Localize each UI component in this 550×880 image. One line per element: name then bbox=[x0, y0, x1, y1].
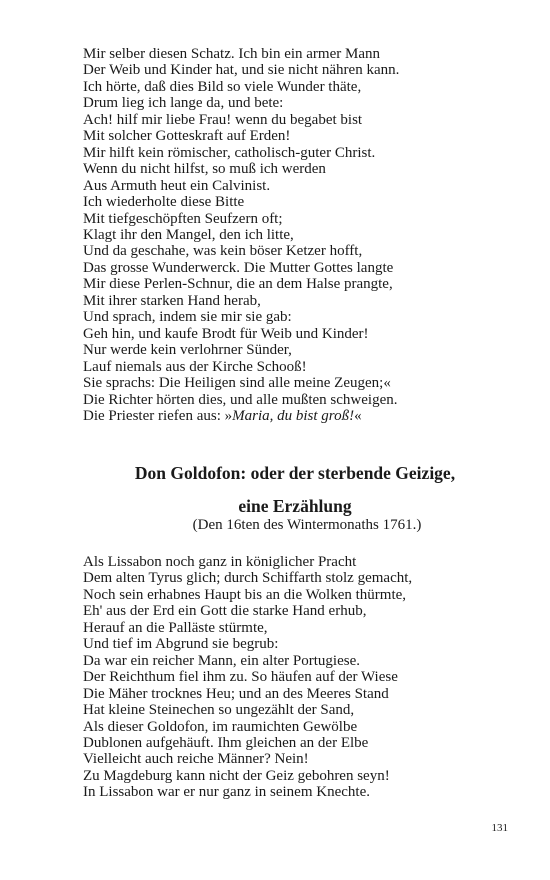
verse-line: Das grosse Wunderwerck. Die Mutter Gottes langte bbox=[83, 259, 394, 276]
verse-line: Drum lieg ich lange da, und bete: bbox=[83, 95, 284, 112]
verse-line: Als dieser Goldofon, im raumichten Gewölbe bbox=[83, 718, 358, 735]
verse-line: Aus Armuth heut ein Calvinist. bbox=[83, 177, 271, 194]
verse-line: Und da geschahe, was kein böser Ketzer hofft, bbox=[83, 243, 363, 260]
verse-line: Noch sein erhabnes Haupt bis an die Wolken thürmte, bbox=[83, 586, 407, 603]
verse-line: Mit solcher Gotteskraft auf Erden! bbox=[83, 128, 291, 145]
verse-line: Der Weib und Kinder hat, und sie nicht nähren kann. bbox=[83, 62, 400, 79]
verse-line: Sie sprachs: Die Heiligen sind alle meine Zeugen;« bbox=[83, 375, 391, 392]
verse-line: Wenn du nicht hilfst, so muß ich werden bbox=[83, 161, 326, 178]
verse-line: Und sprach, indem sie mir sie gab: bbox=[83, 309, 292, 326]
verse-line: Dublonen aufgehäuft. Ihm gleichen an der Elbe bbox=[83, 734, 369, 751]
verse-line: Mir diese Perlen-Schnur, die an dem Halse prangte, bbox=[83, 276, 393, 293]
verse-line-prefix: Die Priester riefen aus: » bbox=[83, 407, 233, 424]
verse-line: Die Mäher trocknes Heu; und an des Meeres Stand bbox=[83, 685, 389, 702]
verse-line: Mit tiefgeschöpften Seufzern oft; bbox=[83, 210, 283, 227]
verse-line: Dem alten Tyrus glich; durch Schiffarth stolz gemacht, bbox=[83, 570, 413, 587]
verse-line: Eh' aus der Erd ein Gott die starke Hand erhub, bbox=[83, 603, 367, 620]
verse-line: Mir selber diesen Schatz. Ich bin ein armer Mann bbox=[83, 46, 380, 62]
page-number: 131 bbox=[491, 822, 508, 834]
verse-line: Ich hörte, daß dies Bild so viele Wunder thäte, bbox=[83, 78, 362, 95]
verse-line: Hat kleine Steinechen so ungezählt der Sand, bbox=[83, 702, 355, 719]
verse-line: Ich wiederholte diese Bitte bbox=[83, 194, 245, 211]
verse-line: Als Lissabon noch ganz in königlicher Pracht bbox=[83, 554, 357, 570]
verse-line: Zu Magdeburg kann nicht der Geiz gebohren seyn! bbox=[83, 767, 390, 784]
verse-line: Herauf an die Palläste stürmte, bbox=[83, 619, 268, 636]
verse-line: Ach! hilf mir liebe Frau! wenn du begabet bist bbox=[83, 111, 363, 128]
verse-line: Mit ihrer starken Hand herab, bbox=[83, 292, 261, 309]
verse-line: Der Reichthum fiel ihm zu. So häufen auf der Wiese bbox=[83, 669, 398, 686]
poem-verse-top bbox=[83, 46, 523, 424]
verse-line: Und tief im Abgrund sie begrub: bbox=[83, 636, 279, 653]
verse-line-final bbox=[83, 408, 523, 424]
verse-line: Nur werde kein verlohrner Sünder, bbox=[83, 342, 292, 359]
poem-title: Don Goldofon: oder der sterbende Geizige, bbox=[134, 463, 456, 483]
verse-line: Vielleicht auch reiche Männer? Nein! bbox=[83, 751, 309, 768]
poem-subtitle: eine Erzählung bbox=[238, 496, 352, 516]
poem-date: (Den 16ten des Wintermonaths 1761.) bbox=[192, 517, 422, 533]
verse-line: Lauf niemals aus der Kirche Schooß! bbox=[83, 358, 307, 375]
verse-line: Die Richter hörten dies, und alle mußten schweigen. bbox=[83, 391, 398, 408]
verse-line-suffix: « bbox=[354, 407, 362, 424]
verse-line: Klagt ihr den Mangel, den ich litte, bbox=[83, 226, 294, 243]
verse-line: Mir hilft kein römischer, catholisch-guter Christ. bbox=[83, 144, 376, 161]
verse-line-italic: Maria, du bist groß! bbox=[232, 407, 355, 424]
verse-line: Geh hin, und kaufe Brodt für Weib und Kinder! bbox=[83, 325, 369, 342]
verse-line: Da war ein reicher Mann, ein alter Portugiese. bbox=[83, 652, 360, 669]
poem-verse-bottom bbox=[83, 554, 523, 801]
verse-line: In Lissabon war er nur ganz in seinem Knechte. bbox=[83, 784, 370, 801]
